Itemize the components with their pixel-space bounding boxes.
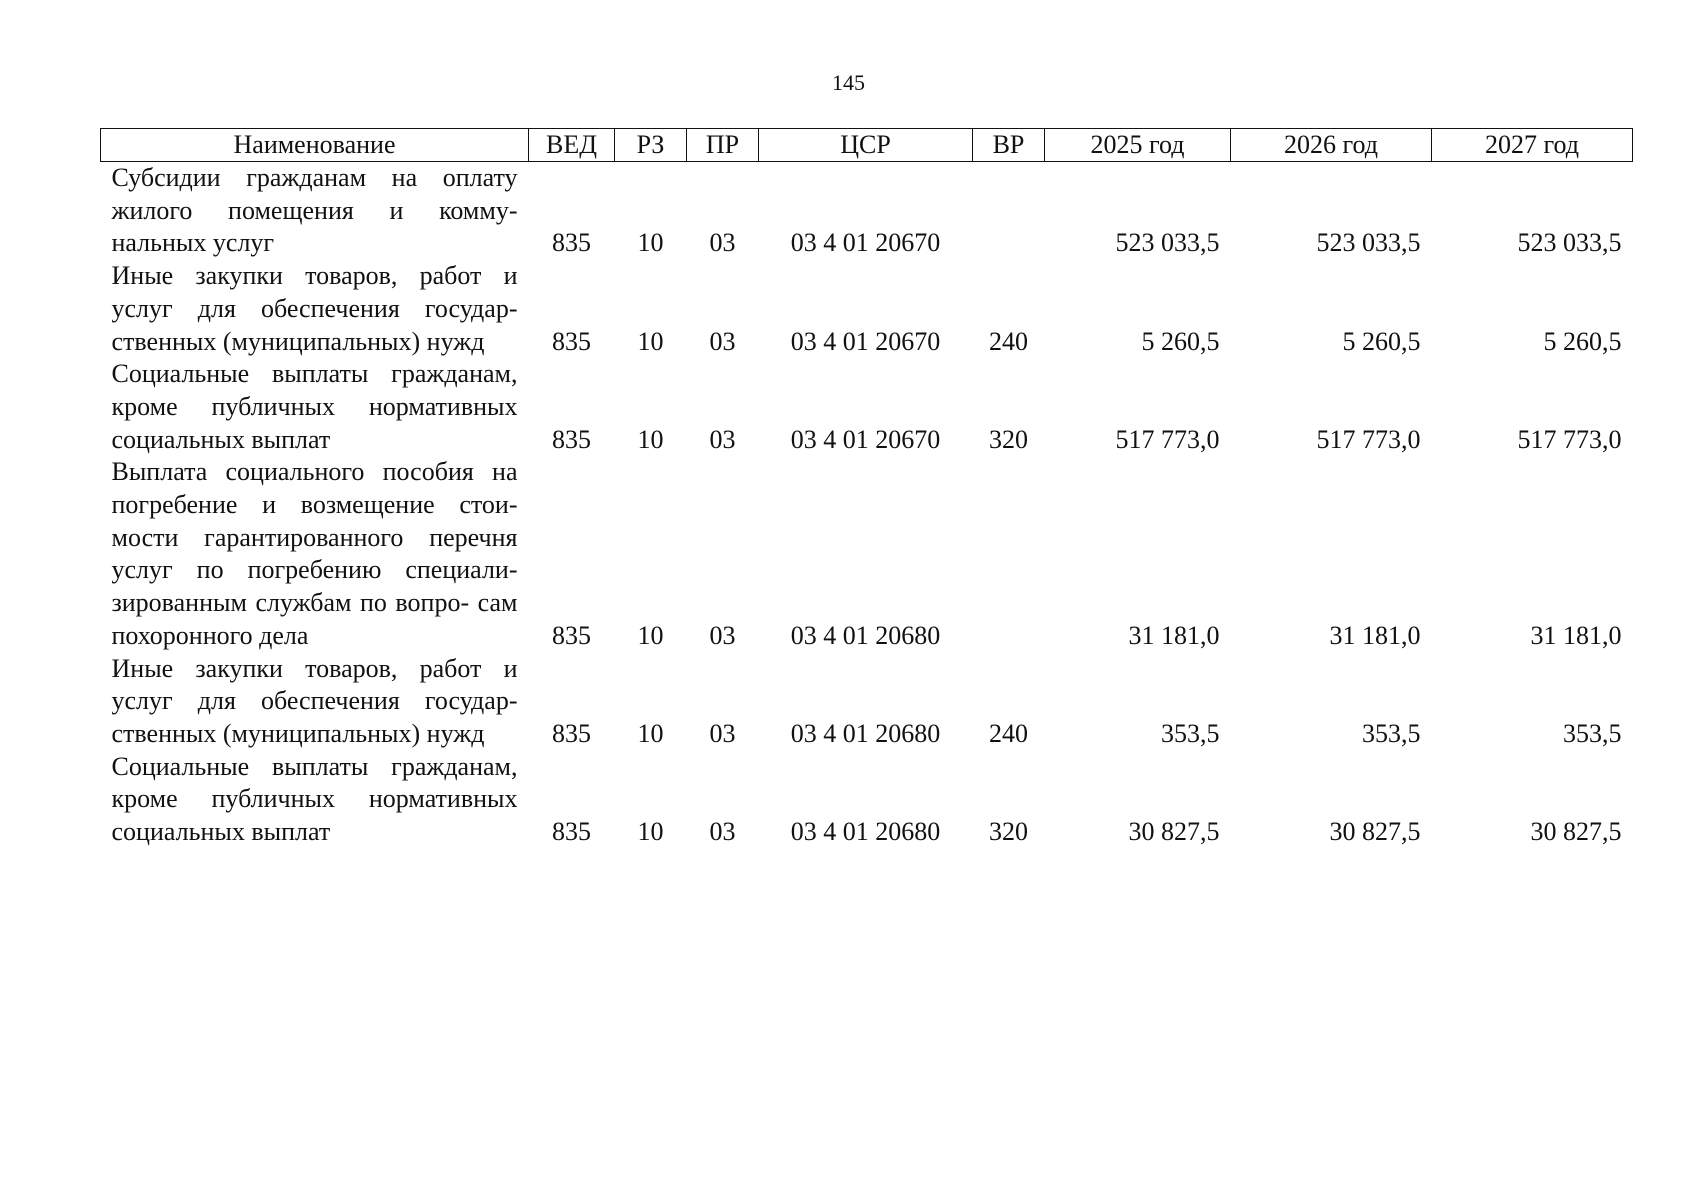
csr-cell: 03 4 01 20680 bbox=[790, 817, 941, 847]
row-name-line: социальных выплат bbox=[111, 817, 331, 847]
amount-2026-cell: 353,5 bbox=[1362, 718, 1421, 748]
amount-2025-cell: 353,5 bbox=[1161, 718, 1220, 748]
column-header-csr: ЦСР bbox=[759, 129, 973, 162]
amount-2025-cell: 517 773,0 bbox=[1115, 424, 1220, 454]
column-header-2025: 2025 год bbox=[1045, 129, 1231, 162]
ved-cell: 835 bbox=[552, 424, 591, 454]
table-header-row bbox=[101, 129, 1633, 162]
row-name-line: ственных (муниципальных) нужд bbox=[111, 718, 485, 748]
budget-table bbox=[100, 128, 1633, 849]
table-row bbox=[101, 162, 1633, 261]
amount-2026-cell: 31 181,0 bbox=[1329, 620, 1421, 650]
row-name-line: услуг для обеспечения государ- bbox=[111, 293, 518, 323]
ved-cell: 835 bbox=[552, 718, 591, 748]
pr-cell: 03 bbox=[709, 228, 736, 258]
row-name-cell bbox=[101, 653, 529, 751]
rz-cell: 10 bbox=[637, 424, 664, 454]
row-name-line: Социальные выплаты гражданам, bbox=[111, 359, 518, 389]
row-name-cell bbox=[101, 358, 529, 456]
row-name-cell bbox=[101, 456, 529, 652]
table-row bbox=[101, 260, 1633, 358]
vr-cell: 320 bbox=[989, 817, 1028, 847]
pr-cell: 03 bbox=[709, 620, 736, 650]
pr-cell: 03 bbox=[709, 326, 736, 356]
row-name-line: Иные закупки товаров, работ и bbox=[111, 653, 518, 683]
row-name-line: Иные закупки товаров, работ и bbox=[111, 261, 518, 291]
page-number: 145 bbox=[832, 70, 865, 95]
csr-cell: 03 4 01 20670 bbox=[790, 424, 941, 454]
row-name-line: услуг по погребению специали- bbox=[111, 555, 518, 585]
amount-2025-cell: 5 260,5 bbox=[1141, 326, 1220, 356]
table-row bbox=[101, 653, 1633, 751]
vr-cell: 320 bbox=[989, 424, 1028, 454]
row-name-line: Субсидии гражданам на оплату bbox=[111, 163, 518, 192]
column-header-rz: РЗ bbox=[615, 129, 687, 162]
rz-cell: 10 bbox=[637, 326, 664, 356]
column-header-2027: 2027 год bbox=[1432, 129, 1633, 162]
ved-cell: 835 bbox=[552, 817, 591, 847]
row-name-line: мости гарантированного перечня bbox=[111, 522, 518, 552]
amount-2027-cell: 523 033,5 bbox=[1517, 228, 1622, 258]
csr-cell: 03 4 01 20680 bbox=[790, 718, 941, 748]
pr-cell: 03 bbox=[709, 817, 736, 847]
column-header-ved: ВЕД bbox=[529, 129, 615, 162]
amount-2027-cell: 517 773,0 bbox=[1517, 424, 1622, 454]
amount-2027-cell: 30 827,5 bbox=[1530, 817, 1622, 847]
row-name-line: Выплата социального пособия на bbox=[111, 457, 518, 487]
ved-cell: 835 bbox=[552, 326, 591, 356]
csr-cell: 03 4 01 20670 bbox=[790, 228, 941, 258]
row-name-line: Социальные выплаты гражданам, bbox=[111, 751, 518, 781]
rz-cell: 10 bbox=[637, 817, 664, 847]
row-name-cell bbox=[101, 162, 529, 261]
ved-cell: 835 bbox=[552, 228, 591, 258]
table-row bbox=[101, 751, 1633, 849]
row-name-line: погребение и возмещение стои- bbox=[111, 490, 518, 520]
vr-cell: 240 bbox=[989, 326, 1028, 356]
rz-cell: 10 bbox=[637, 718, 664, 748]
csr-cell: 03 4 01 20680 bbox=[790, 620, 941, 650]
amount-2027-cell: 353,5 bbox=[1563, 718, 1622, 748]
row-name-line: сам похоронного дела bbox=[111, 588, 518, 650]
amount-2025-cell: 31 181,0 bbox=[1128, 620, 1220, 650]
row-name-line: ственных (муниципальных) нужд bbox=[111, 326, 485, 356]
amount-2025-cell: 30 827,5 bbox=[1128, 817, 1220, 847]
table-body bbox=[101, 162, 1633, 849]
vr-cell bbox=[973, 162, 1045, 261]
pr-cell: 03 bbox=[709, 718, 736, 748]
vr-cell bbox=[973, 456, 1045, 652]
ved-cell: 835 bbox=[552, 620, 591, 650]
row-name-cell bbox=[101, 260, 529, 358]
vr-cell: 240 bbox=[989, 718, 1028, 748]
table-row bbox=[101, 358, 1633, 456]
column-header-name: Наименование bbox=[101, 129, 529, 162]
column-header-vr: ВР bbox=[973, 129, 1045, 162]
amount-2027-cell: 31 181,0 bbox=[1530, 620, 1622, 650]
table-row bbox=[101, 456, 1633, 652]
row-name-line: услуг для обеспечения государ- bbox=[111, 686, 518, 716]
row-name-line: кроме публичных нормативных bbox=[111, 784, 518, 814]
row-name-line: социальных выплат bbox=[111, 424, 331, 454]
column-header-2026: 2026 год bbox=[1231, 129, 1432, 162]
column-header-pr: ПР bbox=[687, 129, 759, 162]
csr-cell: 03 4 01 20670 bbox=[790, 326, 941, 356]
amount-2025-cell: 523 033,5 bbox=[1115, 228, 1220, 258]
amount-2026-cell: 30 827,5 bbox=[1329, 817, 1421, 847]
amount-2027-cell: 5 260,5 bbox=[1543, 326, 1622, 356]
amount-2026-cell: 517 773,0 bbox=[1316, 424, 1421, 454]
row-name-line: кроме публичных нормативных bbox=[111, 391, 518, 421]
row-name-line: зированным службам по вопро- bbox=[111, 588, 470, 618]
row-name-line: нальных услуг bbox=[111, 228, 275, 258]
pr-cell: 03 bbox=[709, 424, 736, 454]
row-name-line: жилого помещения и комму- bbox=[111, 195, 518, 225]
amount-2026-cell: 523 033,5 bbox=[1316, 228, 1421, 258]
rz-cell: 10 bbox=[637, 620, 664, 650]
row-name-cell bbox=[101, 751, 529, 849]
amount-2026-cell: 5 260,5 bbox=[1342, 326, 1421, 356]
rz-cell: 10 bbox=[637, 228, 664, 258]
